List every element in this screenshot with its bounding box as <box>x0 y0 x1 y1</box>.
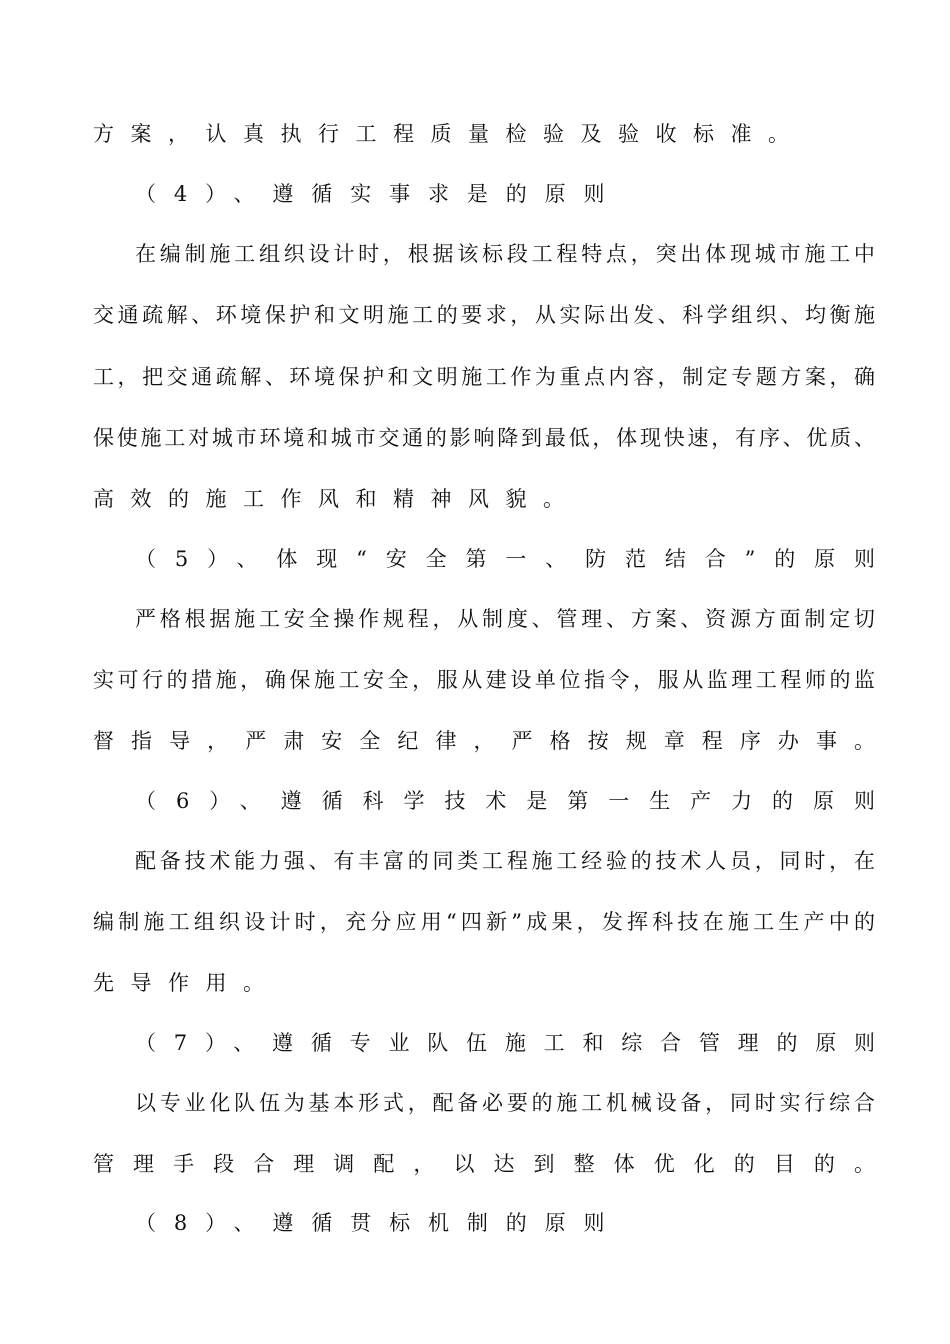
text-line-6 <box>0 418 950 458</box>
text-line-3 <box>0 234 950 274</box>
text-line-8 <box>0 539 950 579</box>
line-text: 督指导，严肃安全纪律，严格按规章程序办事。 <box>93 729 893 753</box>
text-line-5 <box>0 357 950 397</box>
line-text: 工，把交通疏解、环境保护和文明施工作为重点内容，制定专题方案，确 <box>93 365 879 389</box>
line-text: 保使施工对城市环境和城市交通的影响降到最低，体现快速，有序、优质、 <box>93 426 878 450</box>
line-text: 高效的施工作风和精神风貌。 <box>93 487 581 511</box>
text-line-2 <box>0 174 950 214</box>
text-line-18 <box>0 1144 950 1184</box>
text-line-13 <box>0 841 950 881</box>
text-line-12 <box>0 781 950 821</box>
text-line-16 <box>0 1023 950 1063</box>
text-line-10 <box>0 660 950 700</box>
text-line-4 <box>0 295 950 335</box>
line-text: 以专业化队伍为基本形式，配备必要的施工机械设备，同时实行综合 <box>135 1091 879 1115</box>
line-text: 配备技术能力强、有丰富的同类工程施工经验的技术人员，同时，在 <box>135 849 879 873</box>
line-text: （5）、体现“安全第一、防范结合”的原则 <box>135 547 894 571</box>
line-text: 实可行的措施，确保施工安全，服从建设单位指令，服从监理工程师的监 <box>93 668 879 692</box>
line-text: 管理手段合理调配，以达到整体优化的目的。 <box>93 1152 894 1176</box>
text-line-7 <box>0 479 950 519</box>
line-text: 交通疏解、环境保护和文明施工的要求，从实际出发、科学组织、均衡施 <box>93 303 879 327</box>
line-text: 严格根据施工安全操作规程，从制度、管理、方案、资源方面制定切 <box>135 607 879 631</box>
line-text: 编制施工组织设计时，充分应用“四新”成果，发挥科技在施工生产中的 <box>93 910 880 934</box>
text-line-15 <box>0 963 950 1003</box>
line-text: （6）、遵循科学技术是第一生产力的原则 <box>135 789 895 813</box>
text-line-19 <box>0 1203 950 1243</box>
text-line-11 <box>0 721 950 761</box>
line-text: （8）、遵循贯标机制的原则 <box>135 1211 623 1235</box>
text-line-1 <box>0 114 950 154</box>
line-text: （7）、遵循专业队伍施工和综合管理的原则 <box>135 1031 893 1055</box>
line-text: 方案，认真执行工程质量检验及验收标准。 <box>93 122 806 146</box>
line-text: 先导作用。 <box>93 971 281 995</box>
text-line-17 <box>0 1083 950 1123</box>
text-line-14 <box>0 902 950 942</box>
text-line-9 <box>0 599 950 639</box>
line-text: （4）、遵循实事求是的原则 <box>135 182 623 206</box>
line-text: 在编制施工组织设计时，根据该标段工程特点，突出体现城市施工中 <box>135 242 879 266</box>
